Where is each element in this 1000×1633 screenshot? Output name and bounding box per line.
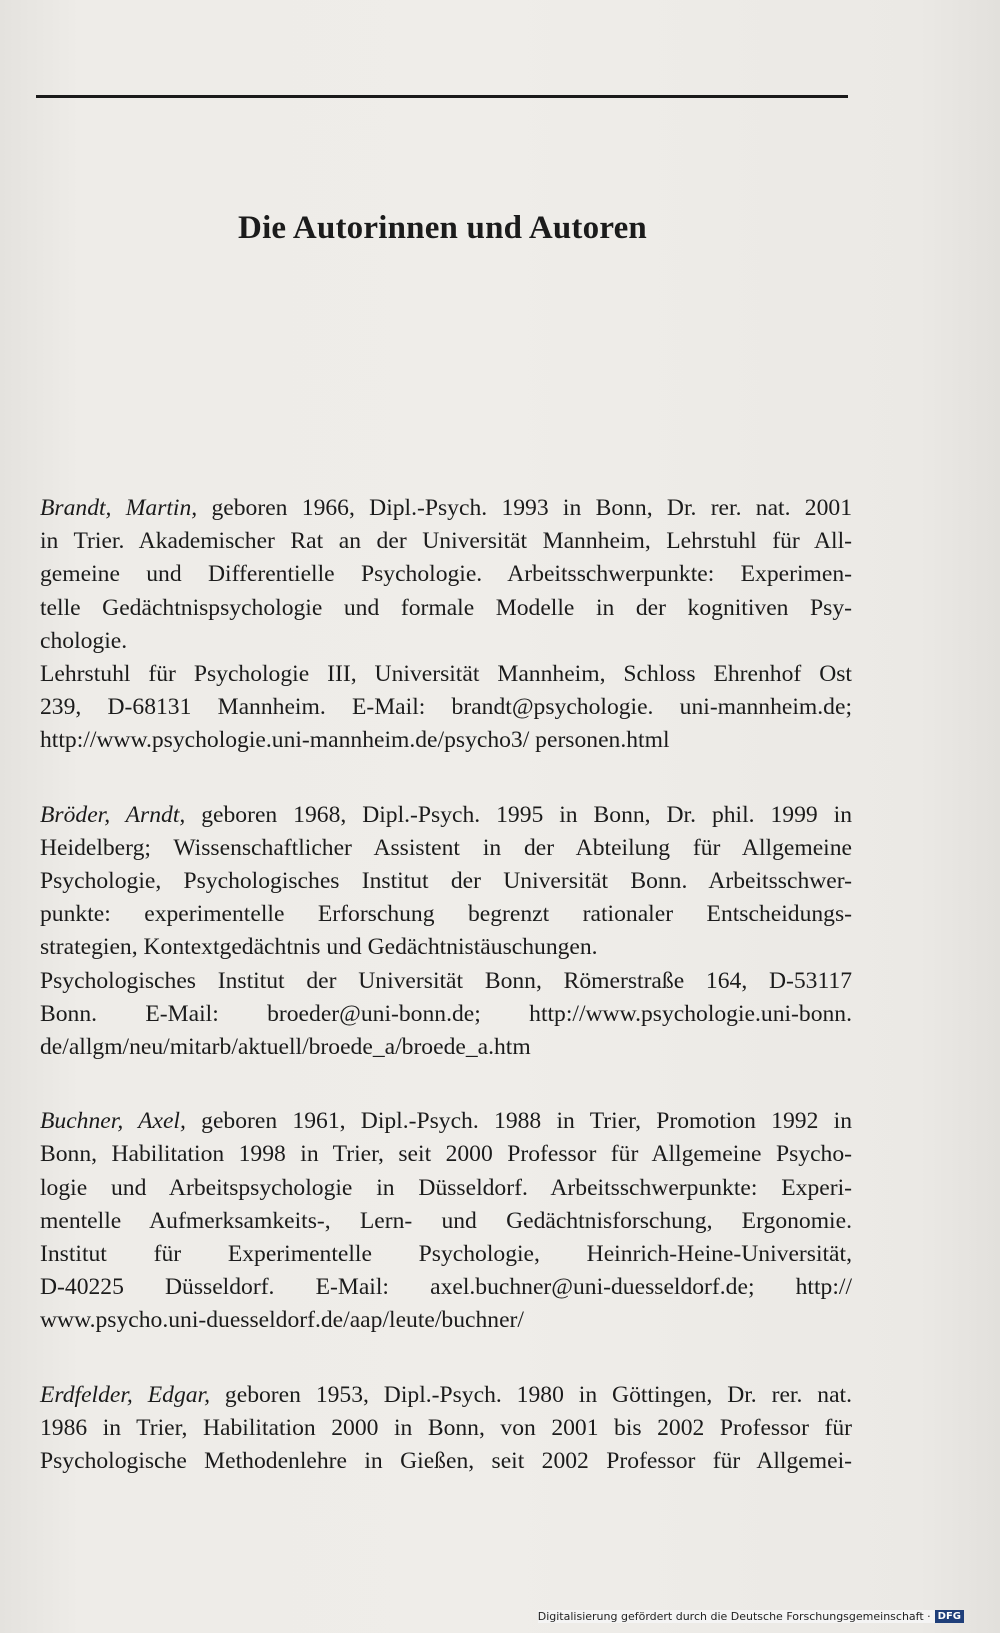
entry-text-line: geboren 1968, Dipl.-Psych. 1995 in Bonn, Dr. phil. 1999 in: [185, 801, 852, 828]
entry-text-line: Psychologische Methodenlehre in Gießen, seit 2002 Professor für Allgemei-: [40, 1448, 852, 1475]
page-title: Die Autorinnen und Autoren: [238, 210, 647, 246]
entry-text-line: chologie.: [40, 627, 128, 654]
entry-text-line: punkte: experimentelle Erforschung begrenzt rationaler Entscheidungs-: [40, 901, 852, 928]
author-entry: [40, 799, 852, 1065]
entry-text-line: 239, D-68131 Mannheim. E-Mail: brandt@psychologie. uni-mannheim.de;: [40, 694, 852, 721]
entry-text-line: telle Gedächtnispsychologie und formale Modelle in der kognitiven Psy-: [40, 594, 852, 621]
entry-text-line: Lehrstuhl für Psychologie III, Universität Mannheim, Schloss Ehrenhof Ost: [40, 661, 852, 688]
entry-text-line: D-40225 Düsseldorf. E-Mail: axel.buchner@uni-duesseldorf.de; http://: [40, 1274, 852, 1301]
author-entry: [40, 1105, 852, 1337]
author-name: Erdfelder, Edgar,: [40, 1381, 211, 1408]
entry-text-line: 1986 in Trier, Habilitation 2000 in Bonn, von 2001 bis 2002 Professor für: [40, 1414, 852, 1441]
entry-text-line: Heidelberg; Wissenschaftlicher Assistent in der Abteilung für Allgemeine: [40, 834, 852, 861]
entry-text-line: geboren 1961, Dipl.-Psych. 1988 in Trier, Promotion 1992 in: [185, 1108, 852, 1135]
author-entries: [40, 492, 852, 1519]
entry-text-line: Bonn. E-Mail: broeder@uni-bonn.de; http://www.psychologie.uni-bonn.: [40, 1000, 852, 1027]
entry-text-line: geboren 1953, Dipl.-Psych. 1980 in Göttingen, Dr. rer. nat.: [210, 1381, 852, 1408]
entry-text-line: geboren 1966, Dipl.-Psych. 1993 in Bonn, Dr. rer. nat. 2001: [197, 495, 852, 521]
author-name: Buchner, Axel,: [40, 1108, 186, 1135]
entry-text-line: gemeine und Differentielle Psychologie. Arbeitsschwerpunkte: Experimen-: [40, 561, 852, 588]
entry-text-line: strategien, Kontextgedächtnis und Gedächtnistäuschungen.: [40, 934, 598, 961]
author-name: Bröder, Arndt,: [40, 801, 186, 828]
entry-text-line: http://www.psychologie.uni-mannheim.de/psycho3/ personen.html: [40, 727, 670, 754]
digitization-footer: [538, 1610, 964, 1623]
entry-text-line: Psychologisches Institut der Universität Bonn, Römerstraße 164, D-53117: [40, 967, 852, 994]
entry-text-line: mentelle Aufmerksamkeits-, Lern- und Gedächtnisforschung, Ergonomie.: [40, 1207, 852, 1234]
entry-text-line: in Trier. Akademischer Rat an der Universität Mannheim, Lehrstuhl für All-: [40, 528, 852, 555]
entry-text-line: Psychologie, Psychologisches Institut der Universität Bonn. Arbeitsschwer-: [40, 868, 852, 895]
author-name: Brandt, Martin,: [40, 495, 198, 521]
entry-text-line: logie und Arbeitspsychologie in Düsseldorf. Arbeitsschwerpunkte: Experi-: [40, 1174, 852, 1201]
dfg-logo-icon: DFG: [935, 1610, 964, 1623]
footer-text: Digitalisierung gefördert durch die Deutsche Forschungsgemeinschaft ·: [537, 1610, 931, 1623]
entry-text-line: Institut für Experimentelle Psychologie, Heinrich-Heine-Universität,: [40, 1241, 852, 1268]
entry-text-line: Bonn, Habilitation 1998 in Trier, seit 2000 Professor für Allgemeine Psycho-: [40, 1141, 852, 1168]
author-entry: [40, 492, 852, 758]
entry-text-line: www.psycho.uni-duesseldorf.de/aap/leute/buchner/: [40, 1307, 524, 1334]
entry-text-line: de/allgm/neu/mitarb/aktuell/broede_a/broede_a.htm: [40, 1034, 531, 1061]
header-rule: [36, 95, 848, 98]
author-entry: [40, 1379, 852, 1479]
